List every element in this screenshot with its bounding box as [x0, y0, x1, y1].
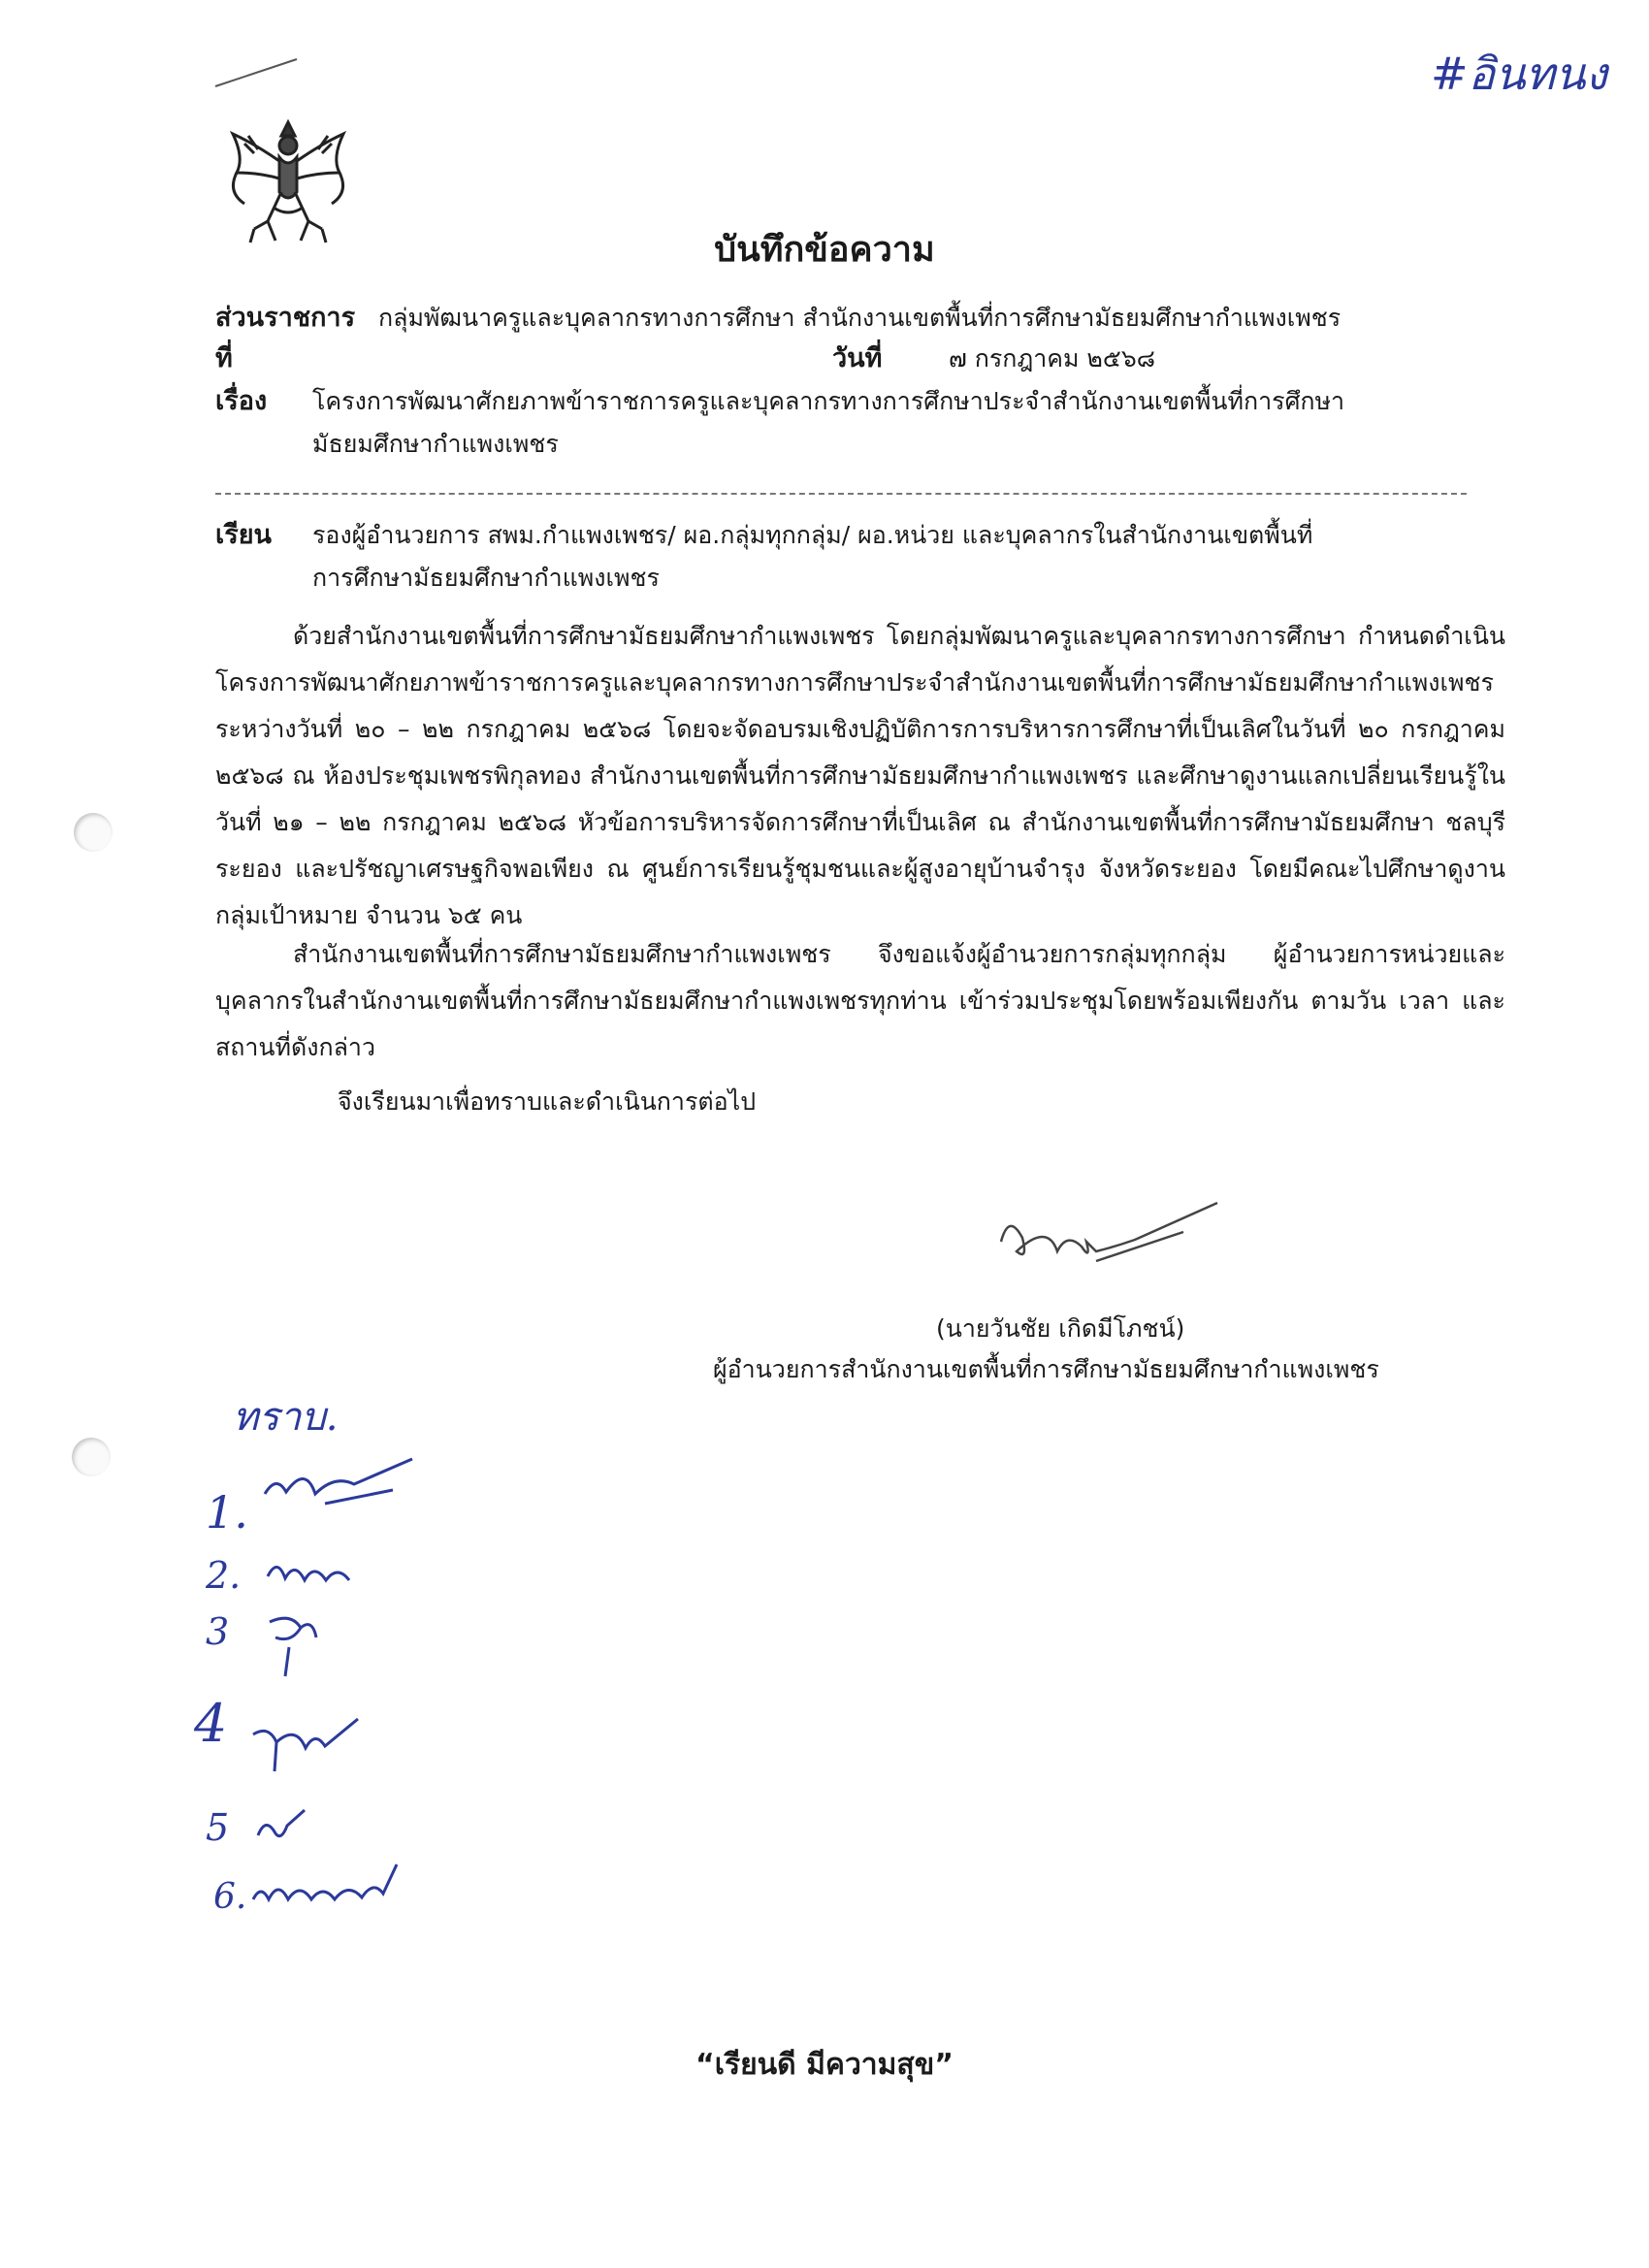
- ack-signature-5: [252, 1806, 310, 1845]
- ack-signature-6: [247, 1861, 403, 1919]
- handwritten-tag: #อินทนง: [1431, 48, 1607, 100]
- ack-entry-4: 4: [194, 1693, 228, 1754]
- to-line-1: รองผู้อำนวยการ สพม.กำแพงเพชร/ ผอ.กลุ่มทุกกลุ่ม/ ผอ.หน่วย และบุคลากรในสำนักงานเขตพื้นที่: [312, 521, 1313, 549]
- ack-entry-6: 6.: [213, 1877, 247, 1917]
- body-paragraph-1-text: ด้วยสำนักงานเขตพื้นที่การศึกษามัธยมศึกษากำแพงเพชร โดยกลุ่มพัฒนาครูและบุคลากรทางการศึกษา กำหนดดำเนินโครงการพัฒนาศักยภาพข้าราชการครูและบุคลากรทางการศึกษาประจำสำนักงานเขตพื้นที่การศึกษามัธยมศึกษากำแพงเพชร ระหว่างวันที่ ๒๐ – ๒๒ กรกฎาคม ๒๕๖๘ โดยจะจัดอบรมเชิงปฏิบัติการการบริหารการศึกษาที่เป็นเลิศในวันที่ ๒๐ กรกฎาคม ๒๕๖๘ ณ ห้องประชุมเพชรพิกุลทอง สำนักงานเขตพื้นที่การศึกษามัธยมศึกษากำแพงเพชร และศึกษาดูงานแลกเปลี่ยนเรียนรู้ในวันที่ ๒๑ – ๒๒ กรกฎาคม ๒๕๖๘ หัวข้อการบริหารจัดการศึกษาที่เป็นเลิศ ณ สำนักงานเขตพื้นที่การศึกษามัธยมศึกษา ชลบุรี ระยอง และปรัชญาเศรษฐกิจพอเพียง ณ ศูนย์การเรียนรู้ชุมชนและผู้สูงอายุบ้านจำรุง จังหวัดระยอง โดยมีคณะไปศึกษาดูงานกลุ่มเป้าหมาย จำนวน ๖๕ คน: [215, 622, 1505, 929]
- punch-hole-lower: [72, 1438, 111, 1476]
- body-paragraph-2-text: สำนักงานเขตพื้นที่การศึกษามัธยมศึกษากำแพงเพชร จึงขอแจ้งผู้อำนวยการกลุ่มทุกกลุ่ม ผู้อำนวยการหน่วยและบุคลากรในสำนักงานเขตพื้นที่การศึกษามัธยมศึกษากำแพงเพชรทุกท่าน เข้าร่วมประชุมโดยพร้อมเพียงกัน ตามวัน เวลา และสถานที่ดังกล่าว: [215, 940, 1505, 1061]
- ack-entry-1: 1.: [206, 1486, 248, 1539]
- subject-line-1: โครงการพัฒนาศักยภาพข้าราชการครูและบุคลากรทางการศึกษาประจำสำนักงานเขตพื้นที่การศึกษา: [312, 387, 1345, 415]
- ack-signature-4: [247, 1717, 364, 1785]
- to-line-2: การศึกษามัธยมศึกษากำแพงเพชร: [312, 564, 660, 592]
- ack-signature-2: [262, 1547, 369, 1596]
- date-value: ๗ กรกฎาคม ๒๕๖๘: [949, 344, 1155, 373]
- ack-entry-3: 3: [206, 1610, 230, 1653]
- pen-stroke-mark: [213, 53, 301, 92]
- closing-line: จึงเรียนมาเพื่อทราบและดำเนินการต่อไป: [338, 1087, 757, 1116]
- department-value: กลุ่มพัฒนาครูและบุคลากรทางการศึกษา สำนักงานเขตพื้นที่การศึกษามัธยมศึกษากำแพงเพชร: [378, 304, 1342, 332]
- department-label: ส่วนราชการ: [215, 303, 356, 333]
- subject-label: เรื่อง: [215, 386, 268, 416]
- date-label: วันที่: [832, 343, 883, 373]
- header-divider: [215, 493, 1467, 495]
- body-paragraph-2: [215, 931, 1505, 1071]
- punch-hole-upper: [74, 813, 113, 852]
- ack-heading: ทราบ.: [233, 1395, 339, 1440]
- signer-name: (นายวันชัย เกิดมีโภชน์): [936, 1314, 1185, 1343]
- ack-entry-2: 2.: [206, 1554, 242, 1597]
- ack-signature-1: [257, 1455, 422, 1513]
- memo-title: บันทึกข้อความ: [714, 230, 935, 270]
- ack-signature-3: [262, 1608, 340, 1686]
- subject-line-2: มัธยมศึกษากำแพงเพชร: [312, 430, 559, 458]
- signer-position: ผู้อำนวยการสำนักงานเขตพื้นที่การศึกษามัธยมศึกษากำแพงเพชร: [713, 1355, 1379, 1383]
- ack-entry-5: 5: [206, 1806, 230, 1849]
- ref-label: ที่: [215, 343, 233, 373]
- motto: “เรียนดี มีความสุข”: [695, 2048, 954, 2082]
- to-label: เรียน: [215, 520, 273, 550]
- signature-scribble: [989, 1193, 1232, 1280]
- body-paragraph-1: [215, 613, 1505, 939]
